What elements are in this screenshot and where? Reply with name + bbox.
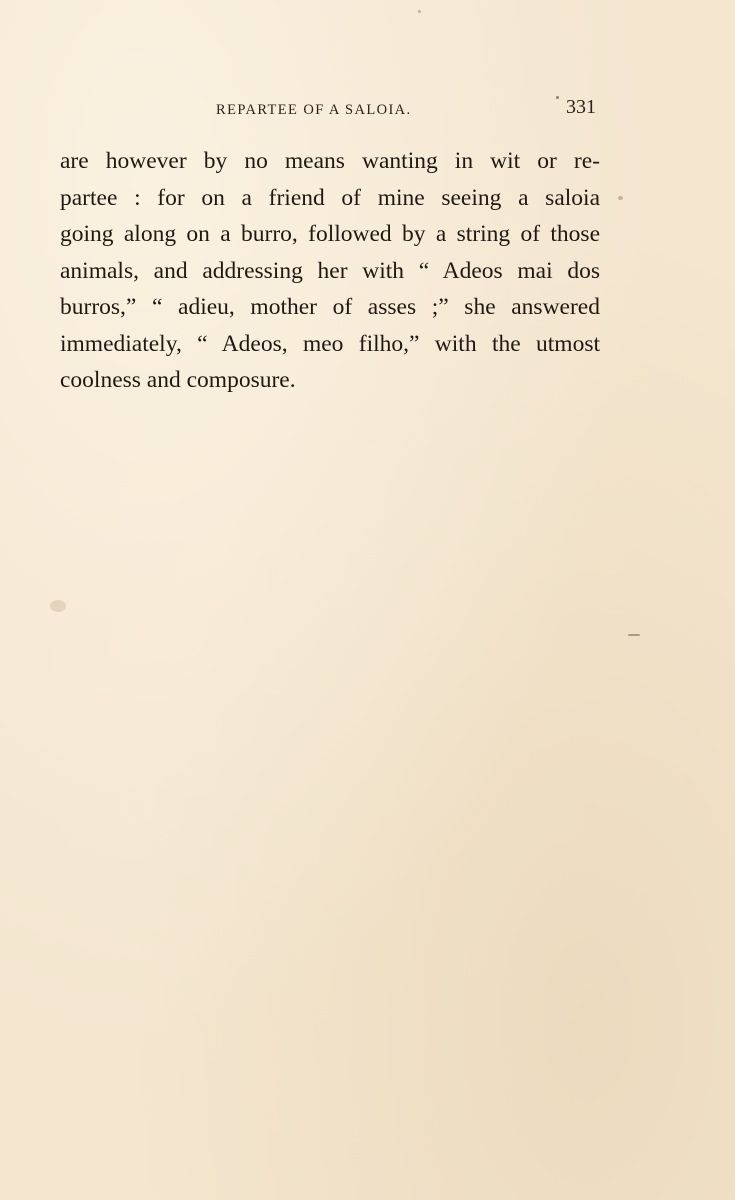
- page-header: [0, 96, 735, 126]
- text-line: partee : for on a friend of mine seeing a saloia: [60, 184, 600, 211]
- text-line: going along on a burro, followed by a string of those: [60, 221, 600, 247]
- paper-speck: [418, 10, 421, 13]
- paper-speck: [618, 196, 623, 200]
- running-head: REPARTEE OF A SALOIA.: [216, 102, 412, 118]
- bleed-through-background: [60, 400, 620, 618]
- text-line: animals, and addressing her with “ Adeos mai dos: [60, 257, 600, 284]
- text-line: burros,” “ adieu, mother of asses ;” she answered: [60, 294, 600, 320]
- page-number: 331: [566, 96, 596, 118]
- text-line: immediately, “ Adeos, meo filho,” with the utmost: [60, 330, 600, 357]
- paper-speck: [50, 600, 66, 612]
- paper-speck: [628, 634, 640, 636]
- text-line-last: coolness and composure.: [60, 367, 296, 393]
- body-text: [60, 143, 600, 399]
- paper-speck: [556, 96, 559, 99]
- text-line: are however by no means wanting in wit or re-: [60, 148, 600, 174]
